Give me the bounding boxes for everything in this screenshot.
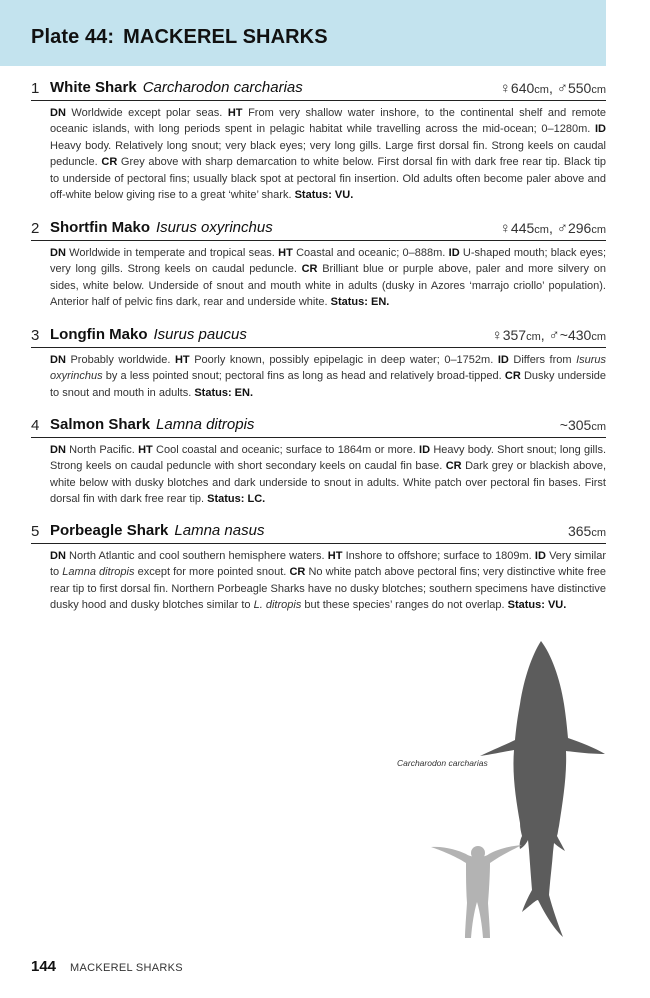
habitat-text: Poorly known, possibly epipelagic in deep water; 0–1752m. bbox=[194, 354, 494, 366]
identification-text: U-shaped mouth; black eyes; very long gills. Strong keels on caudal peduncle. bbox=[50, 247, 607, 276]
ht-label: HT bbox=[174, 354, 190, 366]
identification-scientific-name: Lamna ditropis bbox=[62, 566, 135, 579]
plate-name: MACKEREL SHARKS bbox=[123, 26, 328, 48]
male-size: ~430 bbox=[559, 327, 592, 343]
cr-label: CR bbox=[445, 460, 462, 473]
size-unit: cm bbox=[534, 224, 549, 236]
coloration-text: Grey above with sharp demarcation to white below. First dorsal fin with dark free rear tip. Black tip to underside of pectoral fins; usually black spot at pectoral fin insertion. Old adults often become paler above and off-white below giving rise to a great ‘white’ shark. bbox=[50, 156, 607, 202]
size-unit: cm bbox=[591, 421, 606, 433]
coloration-text: but these species’ ranges do not overlap. bbox=[304, 599, 505, 612]
distribution-text: North Pacific. bbox=[69, 444, 135, 456]
size-unit: cm bbox=[526, 331, 541, 343]
species-number: 4 bbox=[31, 417, 40, 434]
distribution-text: Worldwide except polar seas. bbox=[71, 107, 223, 119]
size-value: ~305 bbox=[559, 417, 592, 433]
running-section-title: MACKEREL SHARKS bbox=[70, 962, 183, 974]
size-unit: cm bbox=[534, 84, 549, 96]
habitat-text: Inshore to offshore; surface to 1809m. bbox=[345, 550, 532, 562]
page-number: 144 bbox=[31, 958, 57, 975]
common-name: White Shark bbox=[50, 79, 137, 96]
identification-text: by a less pointed snout; pectoral fins as long as head and relatively broad-tipped. bbox=[105, 370, 502, 383]
id-label: ID bbox=[448, 247, 460, 259]
coloration-text: Dusky underside to snout and mouth in adults. bbox=[50, 370, 607, 399]
id-label: ID bbox=[595, 123, 606, 136]
human-scale-figure bbox=[431, 845, 522, 938]
coloration-text: Brilliant blue or purple above, paler and more silvery on sides, white below. Underside of snout and mouth white in adults (dusky in Azores ‘marrajo criollo’ population). Anterior half of pelvic fins dark, rear and underside white. bbox=[50, 263, 606, 309]
species-number: 3 bbox=[31, 327, 40, 344]
coloration-text: Dark grey or blackish above, white below with dusky blotches and dark underside to snout in adults. White patch over pectoral fin bases. First dorsal fin with dark free rear tip. bbox=[50, 460, 607, 506]
status-label: Status: bbox=[330, 296, 368, 309]
scientific-name: Lamna ditropis bbox=[156, 416, 255, 433]
male-symbol-icon: ♂ bbox=[548, 327, 560, 344]
ht-label: HT bbox=[138, 444, 153, 456]
dn-label: DN bbox=[50, 107, 66, 119]
male-symbol-icon: ♂ bbox=[556, 80, 568, 97]
female-symbol-icon: ♀ bbox=[499, 80, 511, 97]
coloration-scientific-name: L. ditropis bbox=[253, 599, 302, 612]
dn-label: DN bbox=[50, 354, 66, 366]
habitat-text: From very shallow water inshore, to the continental shelf and remote oceanic islands, with long periods spent in pelagic habitat while travelling across the mid-ocean; 0–1280m. bbox=[50, 107, 606, 136]
status-value: LC. bbox=[247, 493, 266, 506]
dn-label: DN bbox=[50, 550, 66, 562]
identification-text: Differs from bbox=[513, 354, 572, 366]
common-name: Longfin Mako bbox=[50, 326, 148, 343]
common-name: Salmon Shark bbox=[50, 416, 151, 433]
female-size: 357 bbox=[502, 327, 527, 343]
ht-label: HT bbox=[327, 550, 343, 562]
id-label: ID bbox=[497, 354, 509, 366]
male-size: 550 bbox=[567, 80, 592, 96]
ht-label: HT bbox=[227, 107, 243, 119]
coloration-text: No white patch above pectoral fins; very distinctive white free rear tip to first dorsal fin. Northern Porbeagle Sharks have no dusky blotches; southern specimens have distinctive dusky hood and dusky blotches similar to bbox=[50, 566, 607, 612]
plate-label: Plate 44: bbox=[31, 26, 115, 48]
status-label: Status: bbox=[194, 386, 232, 399]
female-size: 445 bbox=[510, 220, 535, 236]
cr-label: CR bbox=[301, 263, 318, 276]
species-size: ♀445cm, ♂296cm bbox=[499, 220, 606, 237]
species-size: ♀357cm, ♂~430cm bbox=[491, 327, 606, 344]
size-unit: cm bbox=[591, 224, 606, 236]
scientific-name: Lamna nasus bbox=[174, 522, 265, 539]
size-value: 365 bbox=[567, 523, 592, 539]
male-size: 296 bbox=[567, 220, 592, 236]
id-label: ID bbox=[419, 444, 431, 456]
identification-text: Heavy body. Short snout; long gills. Strong keels on caudal peduncle with short secondary keels on caudal fin base. bbox=[50, 444, 607, 473]
size-unit: cm bbox=[591, 84, 606, 96]
species-number: 1 bbox=[31, 80, 40, 97]
identification-text: Very similar to bbox=[50, 550, 606, 579]
female-symbol-icon: ♀ bbox=[499, 220, 511, 237]
identification-text: except for more pointed snout. bbox=[137, 566, 287, 579]
status-value: VU. bbox=[334, 189, 354, 202]
ht-label: HT bbox=[278, 247, 293, 259]
cr-label: CR bbox=[504, 370, 521, 383]
species-number: 5 bbox=[31, 523, 40, 540]
status-value: VU. bbox=[547, 599, 567, 612]
size-unit: cm bbox=[591, 331, 606, 343]
white-shark-silhouette bbox=[480, 641, 605, 937]
status-label: Status: bbox=[207, 493, 245, 506]
distribution-text: North Atlantic and cool southern hemisphere waters. bbox=[69, 550, 325, 562]
dn-label: DN bbox=[50, 247, 66, 259]
status-label: Status: bbox=[294, 189, 332, 202]
female-size: 640 bbox=[510, 80, 535, 96]
status-value: EN. bbox=[234, 386, 254, 399]
status-value: EN. bbox=[371, 296, 390, 309]
habitat-text: Cool coastal and oceanic; surface to 1864m or more. bbox=[156, 444, 416, 456]
species-number: 2 bbox=[31, 220, 40, 237]
page-footer bbox=[31, 958, 183, 976]
distribution-text: Worldwide in temperate and tropical seas. bbox=[69, 247, 275, 259]
scientific-name: Isurus paucus bbox=[153, 326, 247, 343]
identification-scientific-name: Isurus oxyrinchus bbox=[50, 354, 607, 383]
dn-label: DN bbox=[50, 444, 66, 456]
cr-label: CR bbox=[289, 566, 306, 579]
distribution-text: Probably worldwide. bbox=[70, 354, 171, 366]
identification-text: Heavy body. Relatively long snout; very black eyes; very long gills. Large first dorsal fin. Strong keels on caudal peduncle. bbox=[50, 139, 606, 169]
common-name: Shortfin Mako bbox=[50, 219, 150, 236]
scientific-name: Carcharodon carcharias bbox=[142, 79, 303, 96]
size-unit: cm bbox=[591, 527, 606, 539]
id-label: ID bbox=[534, 550, 546, 562]
female-symbol-icon: ♀ bbox=[491, 327, 503, 344]
habitat-text: Coastal and oceanic; 0–888m. bbox=[296, 247, 446, 259]
common-name: Porbeagle Shark bbox=[50, 522, 169, 539]
male-symbol-icon: ♂ bbox=[556, 220, 568, 237]
status-label: Status: bbox=[507, 599, 545, 612]
species-size: ♀640cm, ♂550cm bbox=[499, 80, 606, 97]
illustration-caption: Carcharodon carcharias bbox=[397, 758, 488, 768]
scientific-name: Isurus oxyrinchus bbox=[156, 219, 273, 236]
cr-label: CR bbox=[101, 156, 118, 169]
